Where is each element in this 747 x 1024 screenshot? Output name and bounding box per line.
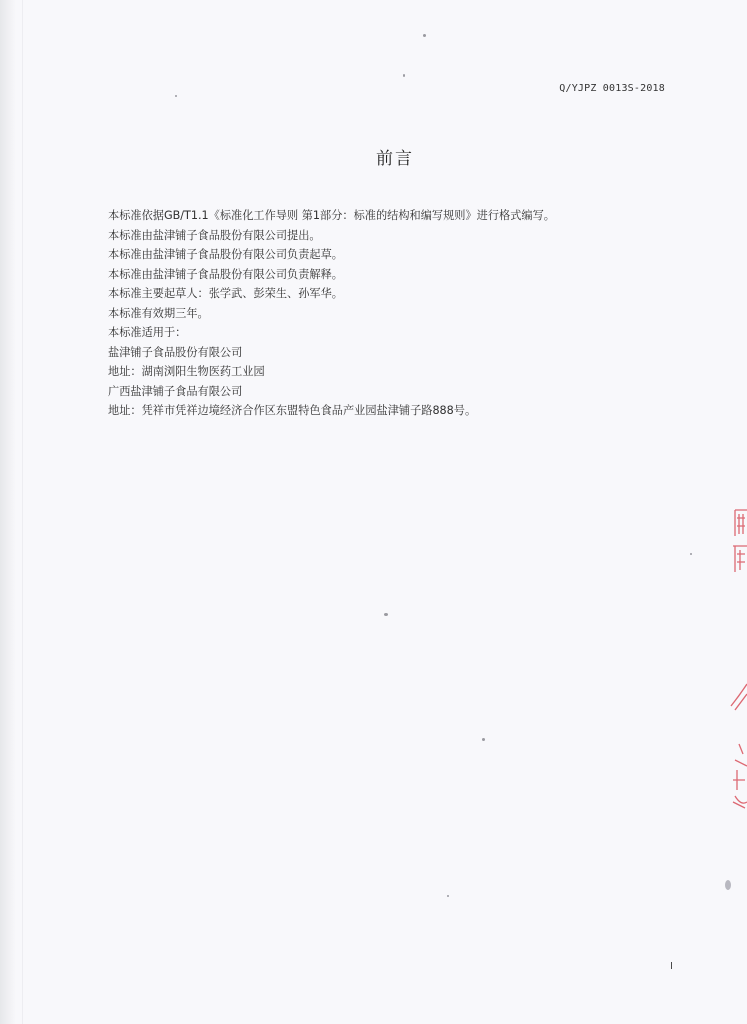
- scan-speck: [384, 613, 388, 616]
- scan-speck: [403, 74, 405, 77]
- scan-speck: [690, 553, 692, 555]
- seal-stamp-fragment-icon: [729, 676, 747, 716]
- preface-line: 本标准适用于：: [108, 326, 187, 339]
- preface-line: 本标准由盐津铺子食品股份有限公司提出。: [108, 228, 321, 242]
- preface-line: 本标准依据GB/T1.1《标准化工作导则 第1部分：标准的结构和编写规则》进行格式编写。: [108, 209, 555, 222]
- page-title: 前言: [376, 149, 414, 169]
- preface-line: 本标准由盐津铺子食品股份有限公司负责解释。: [108, 267, 343, 281]
- scan-speck: [447, 895, 449, 897]
- page-number: I: [670, 961, 673, 972]
- preface-line: 本标准有效期三年。: [108, 306, 209, 320]
- preface-body: [108, 206, 688, 421]
- scan-speck: [175, 95, 177, 97]
- preface-line: 盐津铺子食品股份有限公司: [108, 345, 243, 359]
- preface-line: 本标准由盐津铺子食品股份有限公司负责起草。: [108, 248, 343, 261]
- scan-speck: [482, 738, 485, 741]
- seal-stamp-fragment-icon: [729, 740, 747, 810]
- scan-speck: [725, 880, 731, 890]
- standard-code: Q/YJPZ 0013S-2018: [559, 83, 665, 94]
- seal-stamp-fragment-icon: [729, 506, 747, 576]
- preface-line: 地址：湖南浏阳生物医药工业园: [108, 365, 265, 378]
- scan-speck: [423, 34, 426, 37]
- preface-line: 广西盐津铺子食品有限公司: [108, 384, 243, 398]
- preface-line: 本标准主要起草人：张学武、彭荣生、孙军华。: [108, 287, 343, 300]
- preface-line: 地址：凭祥市凭祥边境经济合作区东盟特色食品产业园盐津铺子路888号。: [108, 404, 477, 417]
